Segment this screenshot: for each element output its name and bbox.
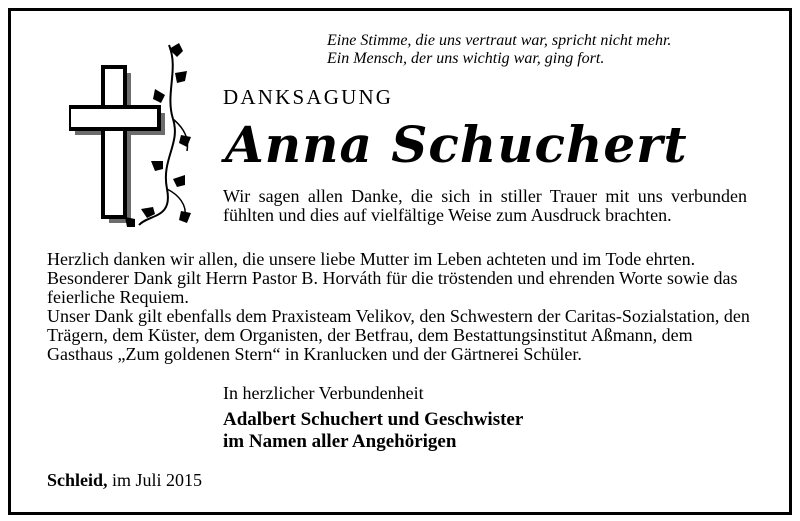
signers xyxy=(223,409,523,453)
motto xyxy=(327,32,747,68)
thanks-text xyxy=(47,250,757,364)
place-date xyxy=(47,470,202,491)
place: Schleid, xyxy=(47,470,108,490)
obituary-card xyxy=(8,8,792,515)
intro-text: Wir sagen allen Danke, die sich in stiller Trauer mit uns verbunden fühlten und dies auf vielfältige Weise zum Ausdruck brachten. xyxy=(223,186,747,225)
motto-line-2: Ein Mensch, der uns wichtig war, ging fort. xyxy=(327,50,605,67)
heading: DANKSAGUNG xyxy=(223,85,394,109)
motto-line-1: Eine Stimme, die uns vertraut war, spricht nicht mehr. xyxy=(327,32,672,49)
closing-line: In herzlicher Verbundenheit xyxy=(223,383,424,403)
signer-line-2: im Namen aller Angehörigen xyxy=(223,431,457,452)
signer-line-1: Adalbert Schuchert und Geschwister xyxy=(223,409,524,430)
cross-with-ivy-icon xyxy=(69,39,199,229)
date: im Juli 2015 xyxy=(107,470,203,490)
thanks-paragraph-3: Unser Dank gilt ebenfalls dem Praxisteam Velikov, den Schwestern der Caritas-Sozialstation, den Trägern, dem Küster, dem Organisten, der Betfrau, dem Bestattungsinstitut Aßmann, dem Gasthaus „Zum goldenen Stern“ in Kranlucken und der Gärtnerei Schüler. xyxy=(47,306,750,364)
thanks-paragraph-1: Herzlich danken wir allen, die unsere liebe Mutter im Leben achteten und im Tode ehrten. xyxy=(47,249,696,269)
deceased-name: Anna Schuchert xyxy=(225,115,688,174)
thanks-paragraph-2: Besonderer Dank gilt Herrn Pastor B. Horváth für die tröstenden und ehrenden Worte sowie das feierliche Requiem. xyxy=(47,268,738,307)
